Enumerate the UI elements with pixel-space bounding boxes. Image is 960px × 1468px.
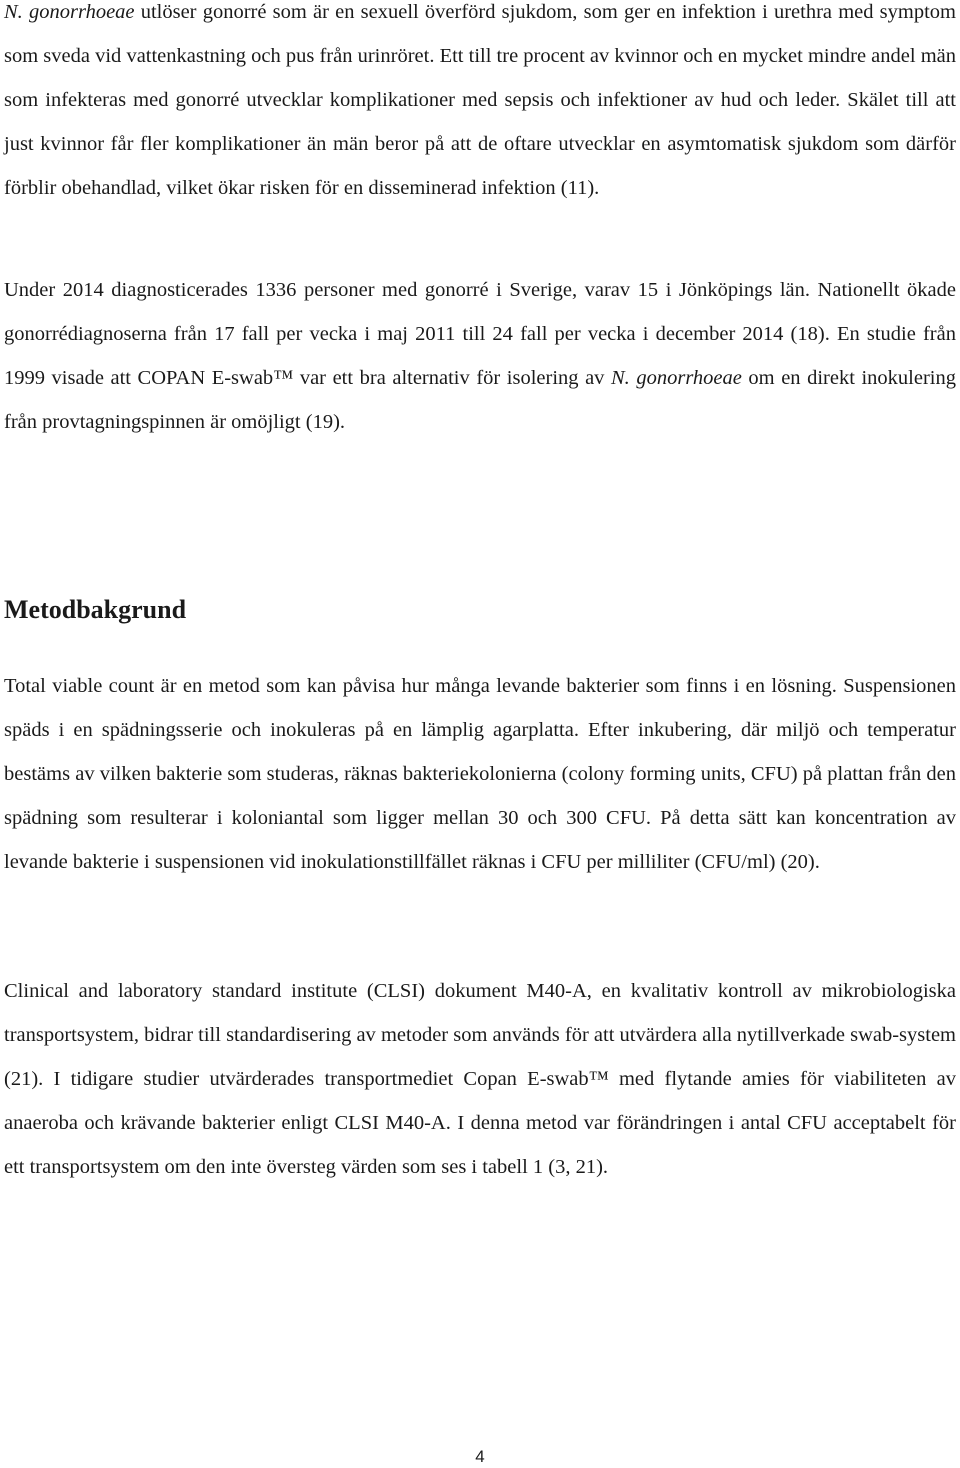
- species-name-italic: N. gonorrhoeae: [4, 1, 135, 23]
- paragraph-sweden-statistics: [4, 268, 956, 444]
- document-page: [4, 0, 956, 1468]
- paragraph-text: om en direkt inokulering från provtagningspinnen är omöjligt (19).: [4, 367, 956, 433]
- paragraph-text: Clinical and laboratory standard institute (CLSI) dokument M40-A, en kvalitativ kontroll av mikrobiologiska transportsystem, bidrar till standardisering av metoder som används för att utvärdera alla nytillverkade swab-system (21). I tidigare studier utvärderades transportmediet Copan E-swab™ med flytande amies för viabiliteten av anaeroba och krävande bakterier enligt CLSI M40-A. I denna metod var förändringen i antal CFU acceptabelt för ett transportsystem om den inte översteg värden som ses i tabell 1 (3, 21).: [4, 980, 956, 1178]
- paragraph-text: utlöser gonorré som är en sexuell överförd sjukdom, som ger en infektion i urethra med symptom som sveda vid vattenkastning och pus från urinröret. Ett till tre procent av kvinnor och en mycket mindre andel män som infekteras med gonorré utvecklar komplikationer med sepsis och infektioner av hud och leder. Skälet till att just kvinnor får fler komplikationer än män beror på att de oftare utvecklar en asymtomatisk sjukdom som därför förblir obehandlad, vilket ökar risken för en disseminerad infektion (11).: [4, 1, 956, 199]
- section-heading: Metodbakgrund: [4, 595, 187, 624]
- paragraph-text: Total viable count är en metod som kan påvisa hur många levande bakterier som finns i en lösning. Suspensionen späds i en spädningsserie och inokuleras på en lämplig agarplatta. Efter inkubering, där miljö och temperatur bestäms av vilken bakterie som studeras, räknas bakteriekolonierna (colony forming units, CFU) på plattan från den spädning som resulterar i koloniantal som ligger mellan 30 och 300 CFU. På detta sätt kan koncentration av levande bakterie i suspensionen vid inokulationstillfället räknas i CFU per milliliter (CFU/ml) (20).: [4, 675, 956, 873]
- species-name-italic: N. gonorrhoeae: [610, 367, 742, 389]
- page-number: 4: [475, 1447, 485, 1466]
- paragraph-gonorrhoeae-complications: [4, 0, 956, 210]
- paragraph-text: Under 2014 diagnosticerades 1336 personer med gonorré i Sverige, varav 15 i Jönköpings län. Nationellt ökade gonorrédiagnoserna från 17 fall per vecka i maj 2011 till 24 fall per vecka i december 2014 (18). En studie från 1999 visade att COPAN E-swab™ var ett bra alternativ för isolering av: [4, 279, 956, 389]
- paragraph-clsi-standard: [4, 969, 956, 1189]
- paragraph-total-viable-count: [4, 664, 956, 884]
